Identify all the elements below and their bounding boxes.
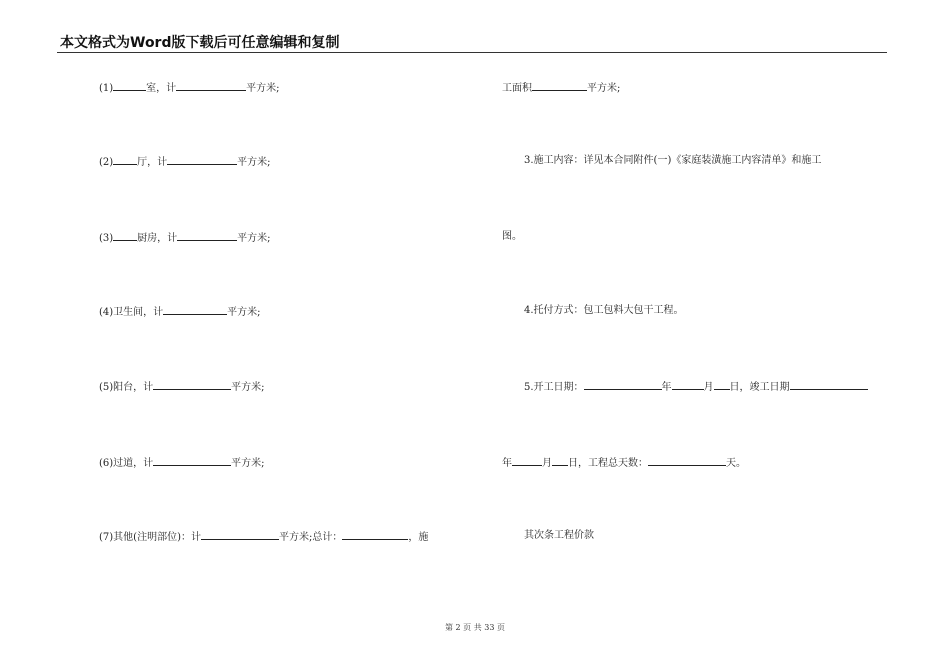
construction-content: 3.施工内容：详见本合同附件(一)《家庭装潢施工内容清单》和施工 [524, 155, 822, 166]
item-number: (3) [99, 233, 114, 244]
item-number: (2) [99, 157, 114, 168]
item-label: 厨房，计 [137, 233, 178, 244]
right-line-2 [524, 154, 821, 168]
item-label: (6)过道，计 [99, 458, 154, 469]
construction-content-cont: 图。 [502, 231, 522, 242]
blank-area [201, 529, 279, 540]
page-number: 第 2 页 共 33 页 [445, 623, 505, 632]
left-line-5 [99, 379, 265, 395]
contract-method: 4.托付方式：包工包料大包干工程。 [524, 305, 684, 316]
item-unit: 平方米; [587, 83, 621, 94]
days-unit: 天。 [726, 458, 746, 469]
item-label: (4)卫生间，计 [99, 307, 164, 318]
blank-total [342, 529, 408, 540]
blank-area [177, 230, 237, 241]
blank-hall-count [113, 154, 137, 165]
left-line-7 [99, 529, 428, 545]
blank-kitchen-count [113, 230, 137, 241]
blank-total-days [648, 455, 726, 466]
document-header-title: 本文格式为Word版下载后可任意编辑和复制 [60, 35, 340, 51]
blank-area [176, 80, 246, 91]
item-unit: 平方米; [227, 307, 261, 318]
item-unit: 平方米; [237, 157, 271, 168]
item-unit: 平方米; [231, 458, 265, 469]
item-number: (1) [99, 83, 114, 94]
blank-end-month [512, 455, 542, 466]
item-unit: 平方米; [237, 233, 271, 244]
total-days-label: 日，工程总天数： [568, 458, 648, 469]
blank-room-count [113, 80, 146, 91]
item-label: 工面积 [502, 83, 532, 94]
blank-area [153, 379, 231, 390]
month-label: 月 [542, 458, 552, 469]
section-heading: 其次条工程价款 [524, 530, 594, 541]
blank-end-year [790, 379, 868, 390]
month-label: 月 [703, 382, 714, 393]
blank-start-month [672, 379, 704, 390]
header-divider [57, 52, 887, 53]
left-line-4 [99, 304, 261, 320]
year-label: 年 [661, 382, 672, 393]
right-line-6 [502, 455, 746, 471]
right-line-1 [502, 80, 620, 96]
right-line-7 [524, 529, 594, 543]
start-date-label: 5.开工日期： [524, 382, 584, 393]
blank-start-year [584, 379, 662, 390]
item-label: (5)阳台，计 [99, 382, 154, 393]
blank-end-day [552, 455, 568, 466]
item-label: 平方米;总计： [278, 532, 343, 543]
blank-construction-area [532, 80, 587, 91]
item-unit: 平方米; [246, 83, 280, 94]
right-line-4 [524, 304, 684, 318]
item-label: 室，计 [146, 83, 177, 94]
blank-area [153, 455, 231, 466]
item-label: (7)其他(注明部位)：计 [99, 532, 201, 543]
item-unit: 平方米; [231, 382, 265, 393]
item-label: ，施 [408, 532, 429, 543]
left-line-1 [99, 80, 280, 96]
blank-area [167, 154, 237, 165]
blank-start-day [714, 379, 730, 390]
right-line-3 [502, 230, 522, 244]
left-line-6 [99, 455, 265, 471]
left-line-2 [99, 154, 271, 170]
blank-area [163, 304, 227, 315]
item-label: 厅，计 [137, 157, 168, 168]
left-line-3 [99, 230, 271, 246]
right-line-5 [524, 379, 868, 395]
year-label: 年 [502, 458, 512, 469]
end-date-label: 日，竣工日期 [729, 382, 790, 393]
